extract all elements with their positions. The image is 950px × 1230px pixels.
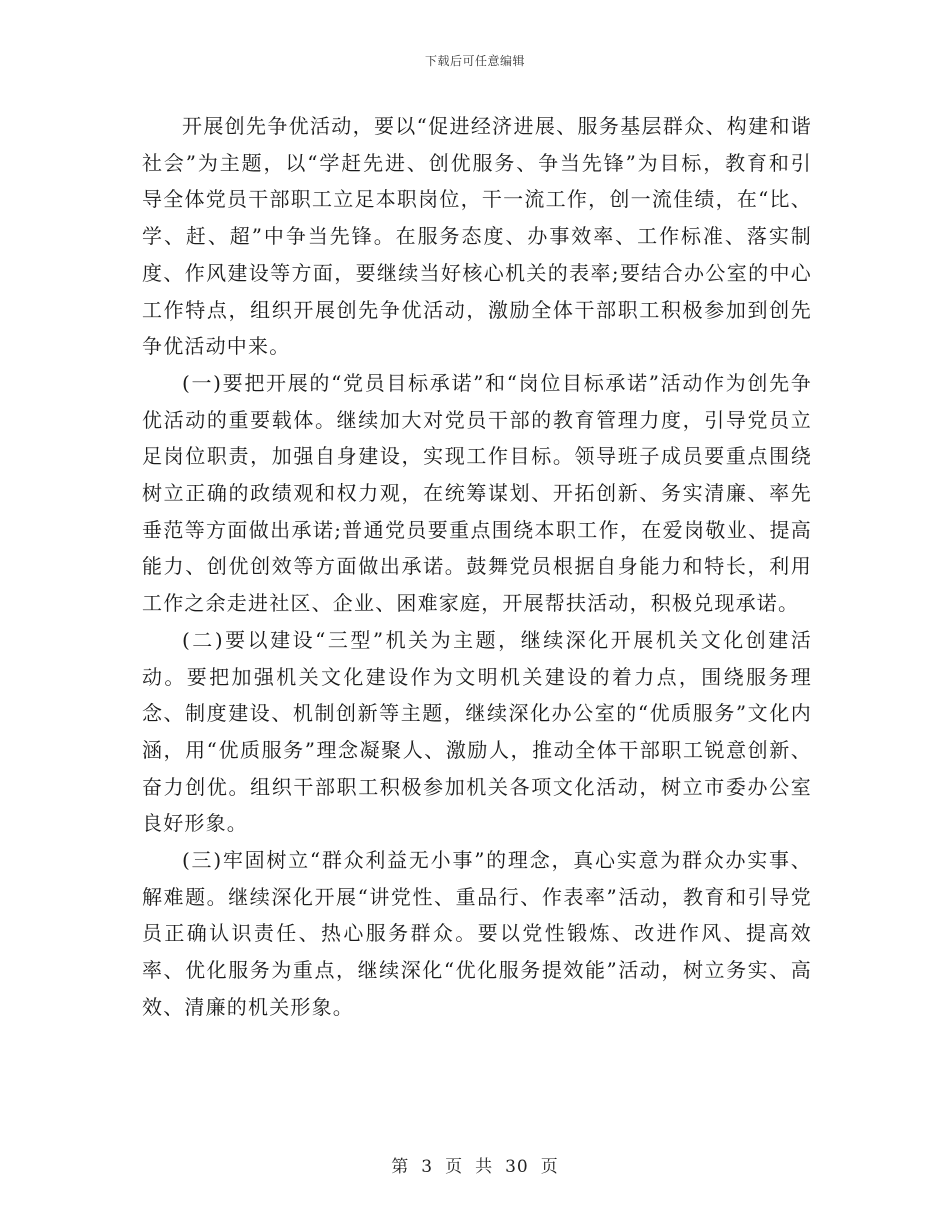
page-unit: 页: [445, 1157, 464, 1177]
header-note: 下载后可任意编辑: [424, 54, 525, 68]
total-unit: 页: [540, 1157, 559, 1177]
page-number: 3: [421, 1157, 434, 1177]
paragraph-section-1: (一)要把开展的“党员目标承诺”和“岗位目标承诺”活动作为创先争优活动的重要载体。继续加大对党员干部的教育管理力度，引导党员立足岗位职责，加强自身建设，实现工作目标。领导班子成员要重点围绕树立正确的政绩观和权力观，在统筹谋划、开拓创新、务实清廉、率先垂范等方面做出承诺;普通党员要重点围绕本职工作，在爱岗敬业、提高能力、创优创效等方面做出承诺。鼓舞党员根据自身能力和特长，利用工作之余走进社区、企业、困难家庭，开展帮扶活动，积极兑现承诺。: [142, 370, 812, 616]
page-footer: [0, 1152, 950, 1177]
total-pages: 30: [505, 1157, 529, 1177]
paragraph-section-3: (三)牢固树立“群众利益无小事”的理念，真心实意为群众办实事、解难题。继续深化开展“讲党性、重品行、作表率”活动，教育和引导党员正确认识责任、热心服务群众。要以党性锻炼、改进作风、提高效率、优化服务为重点，继续深化“优化服务提效能”活动，树立务实、高效、清廉的机关形象。: [142, 848, 812, 1019]
paragraph-intro: 开展创先争优活动，要以“促进经济进展、服务基层群众、构建和谐社会”为主题，以“学赶先进、创优服务、争当先锋”为目标，教育和引导全体党员干部职工立足本职岗位，干一流工作，创一流佳绩，在“比、学、赶、超”中争当先锋。在服务态度、办事效率、工作标准、落实制度、作风建设等方面，要继续当好核心机关的表率;要结合办公室的中心工作特点，组织开展创先争优活动，激励全体干部职工积极参加到创先争优活动中来。: [142, 114, 812, 359]
total-prefix: 共: [475, 1157, 494, 1177]
page-prefix: 第: [391, 1157, 410, 1177]
paragraph-section-2: (二)要以建设“三型”机关为主题，继续深化开展机关文化创建活动。要把加强机关文化建设作为文明机关建设的着力点，围绕服务理念、制度建设、机制创新等主题，继续深化办公室的“优质服务”文化内涵，用“优质服务”理念凝聚人、激励人，推动全体干部职工锐意创新、奋力创优。组织干部职工积极参加机关各项文化活动，树立市委办公室良好形象。: [142, 627, 812, 836]
document-body: [142, 108, 812, 1026]
